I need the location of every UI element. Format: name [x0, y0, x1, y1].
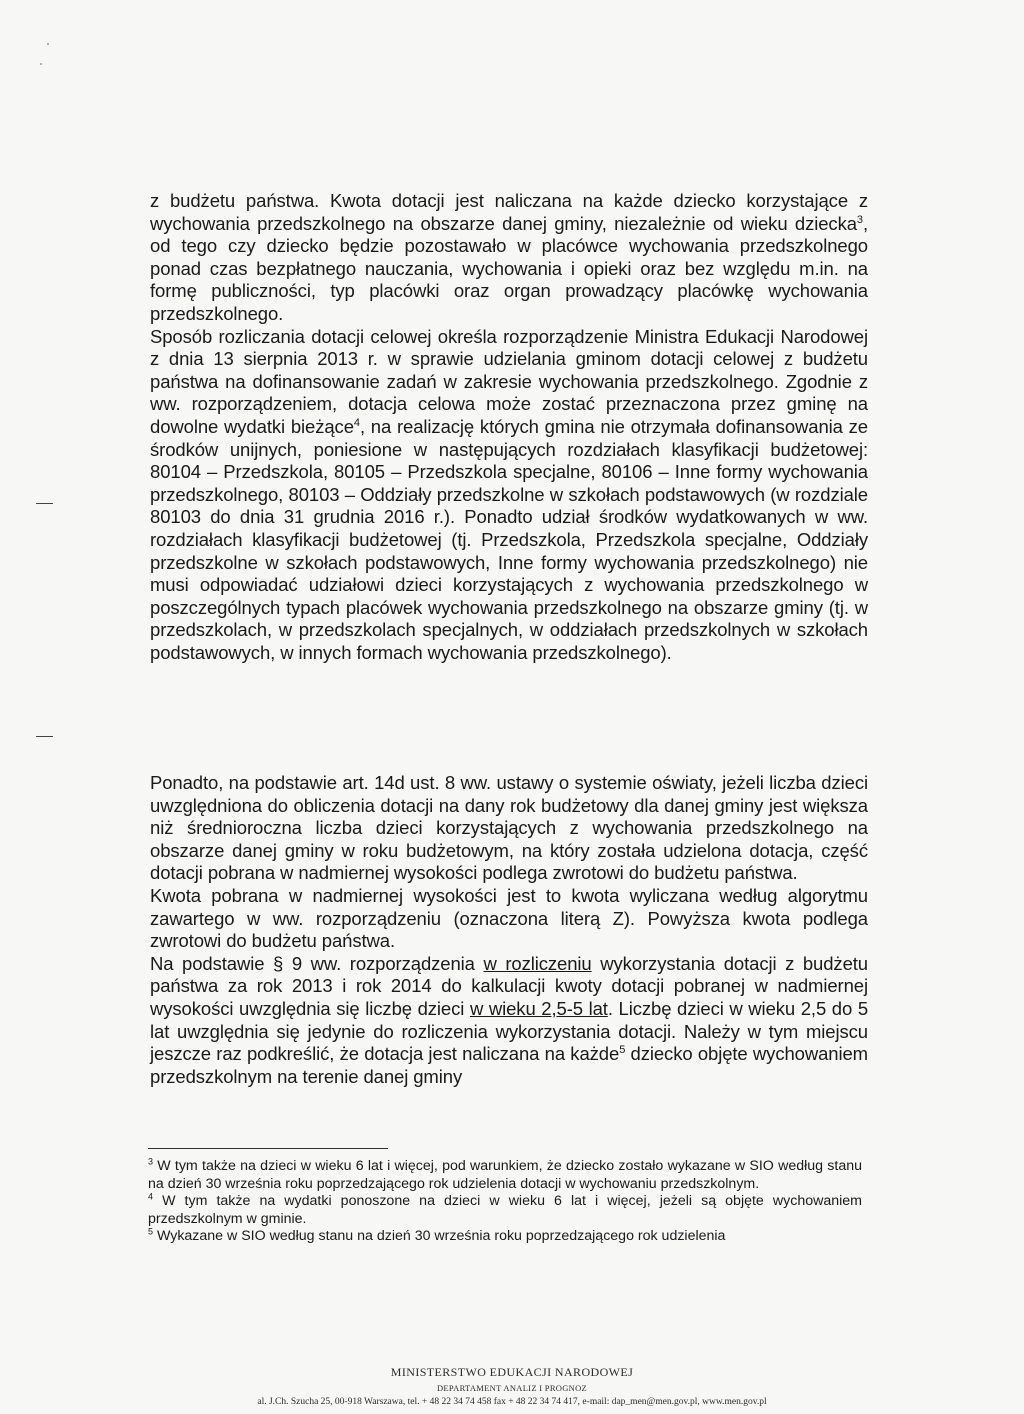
margin-mark	[36, 503, 53, 504]
footnote-ref-4[interactable]: 4	[353, 416, 360, 429]
paragraph-dotation-calculation: z budżetu państwa. Kwota dotacji jest naliczana na każde dziecko korzystające z wychowania przedszkolnego na obszarze danej gminy, niezależnie od wieku dziecka$^3$, od tego czy dziecko będzie pozostawało w placówce wychowania przedszkolnego ponad czas bezpłatnego nauczania, wychowania i opieki oraz bez względu m.in. na formę publiczności, typ placówki oraz organ prowadzący placówkę wychowania przedszkolnego.	[150, 190, 868, 324]
footnote-ref-5[interactable]: 5	[619, 1043, 626, 1056]
paragraph-settlement-method: Sposób rozliczania dotacji celowej określa rozporządzenie Ministra Edukacji Narodowej z dnia 13 sierpnia 2013 r. w sprawie udzielania gminom dotacji celowej z budżetu państwa na dofinansowanie zadań w zakresie wychowania przedszkolnego. Zgodnie z ww. rozporządzeniem, dotacja celowa może zostać przeznaczona przez gminę na dowolne wydatki bieżące$^4$, na realizację których gmina nie otrzymała dofinansowania ze środków unijnych, poniesione w następujących rozdziałach klasyfikacji budżetowej: 80104 – Przedszkola, 80105 – Przedszkola specjalne, 80106 – Inne formy wychowania przedszkolnego, 80103 – Oddziały przedszkolne w szkołach podstawowych (w rozdziale 80103 do dnia 31 grudnia 2016 r.). Ponadto udział środków wydatkowanych w ww. rozdziałach klasyfikacji budżetowej (tj. Przedszkola, Przedszkola specjalne, Oddziały przedszkolne w szkołach podstawowych, Inne formy wychowania przedszkolnego) nie musi odpowiadać udziałowi dzieci korzystających z wychowania przedszkolnego w poszczególnych typach placówek wychowania przedszkolnego na obszarze gminy (tj. w przedszkolach, w przedszkolach specjalnych, w oddziałach przedszkolnych w szkołach podstawowych, w innych formach wychowania przedszkolnego).	[150, 325, 868, 663]
underlined-phrase: w rozliczeniu	[483, 952, 592, 974]
paragraph-section-9: Na podstawie § 9 ww. rozporządzenia w rozliczeniu wykorzystania dotacji z budżetu państwa za rok 2013 i rok 2014 do kalkulacji kwoty dotacji pobranej w nadmiernej wysokości uwzględnia się liczbę dzieci w wieku 2,5-5 lat. Liczbę dzieci w wieku 2,5 do 5 lat uwzględnia się jedynie do rozliczenia wykorzystania dotacji. Należy w tym miejscu jeszcze raz podkreślić, że dotacja jest naliczana na każde$^5$ dziecko objęte wychowaniem przedszkolnym na terenie danej gminy	[150, 952, 869, 1087]
body-text-top	[150, 190, 868, 664]
footnote-3: $^3$ W tym także na dzieci w wieku 6 lat i więcej, pod warunkiem, że dziecko zostało wykazane w SIO według stanu na dzień 30 września roku poprzedzającego rok udzielenia dotacji w wychowaniu przedszkolnym.	[148, 1156, 862, 1192]
scan-speck	[47, 43, 49, 45]
footer-contact: al. J.Ch. Szucha 25, 00-918 Warszawa, tel. + 48 22 34 74 458 fax + 48 22 34 74 417, e-mail: dap_men@men.gov.pl, www.men.gov.pl	[257, 1397, 767, 1407]
paragraph-excess-amount: Kwota pobrana w nadmiernej wysokości jest to kwota wyliczana według algorytmu zawartego w ww. rozporządzeniu (oznaczona literą Z). Powyższa kwota podlega zwrotowi do budżetu państwa.	[150, 884, 868, 952]
footer-department: DEPARTAMENT ANALIZ I PROGNOZ	[436, 1383, 588, 1393]
footnote-number: 5	[148, 1226, 154, 1237]
footer-ministry: MINISTERSTWO EDUKACJI NARODOWEJ	[390, 1365, 634, 1379]
footnote-number: 4	[148, 1191, 154, 1202]
footnote-5: $^5$ Wykazane w SIO według stanu na dzień 30 września roku poprzedzającego rok udzielenia	[148, 1226, 726, 1245]
scan-speck	[40, 63, 42, 65]
footnote-ref-3[interactable]: 3	[856, 213, 863, 226]
footnotes	[148, 1158, 862, 1246]
margin-mark	[36, 736, 53, 737]
footnote-4: $^4$ W tym także na wydatki ponoszone na dzieci w wieku 6 lat i więcej, jeżeli są objęte wychowaniem przedszkolnym w gminie.	[148, 1191, 862, 1227]
underlined-phrase: w wieku 2,5-5 lat	[469, 997, 608, 1019]
footnote-number: 3	[148, 1156, 154, 1167]
footnote-separator	[148, 1148, 388, 1149]
body-text-bottom	[150, 772, 868, 1088]
paragraph-art-14d: Ponadto, na podstawie art. 14d ust. 8 ww. ustawy o systemie oświaty, jeżeli liczba dzieci uwzględniona do obliczenia dotacji na dany rok budżetowy dla danej gminy jest większa niż średnioroczna liczba dzieci korzystających z wychowania przedszkolnego na obszarze danej gminy w roku budżetowym, na który została udzielona dotacja, część dotacji pobrana w nadmiernej wysokości podlega zwrotowi do budżetu państwa.	[150, 772, 868, 884]
